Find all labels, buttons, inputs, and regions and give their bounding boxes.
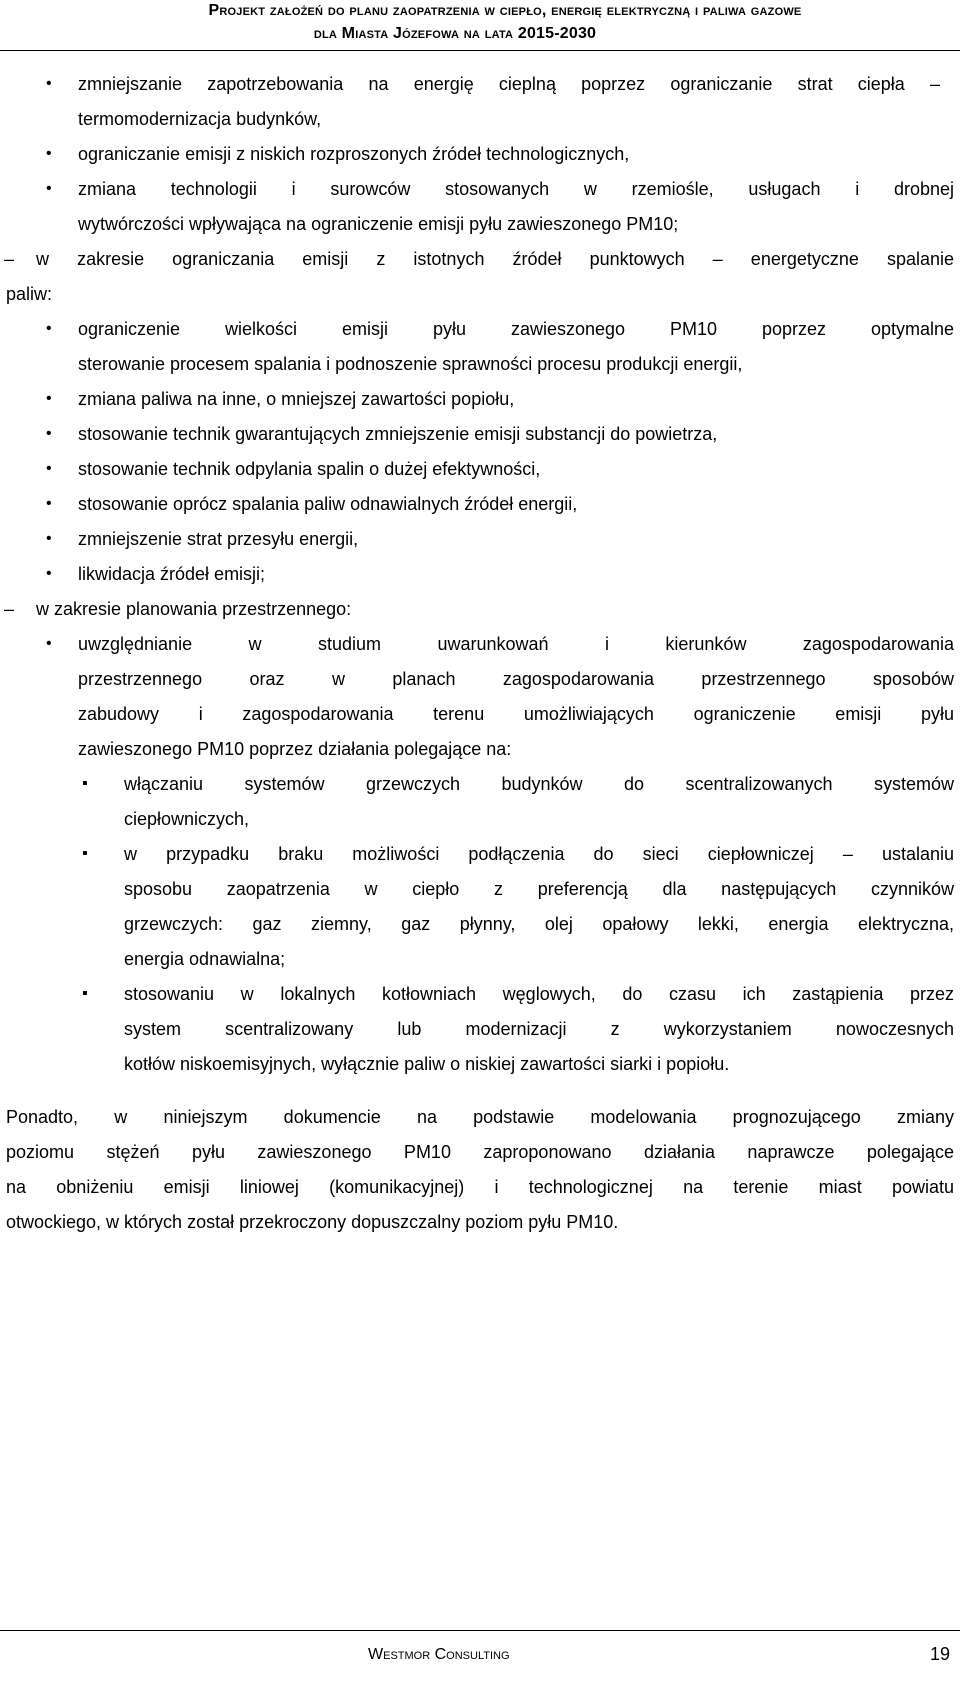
bullet-marker: • <box>46 565 52 582</box>
footer-rule <box>0 1630 960 1631</box>
text-line: stosowanie technik gwarantujących zmniejszenie emisji substancji do powietrza, <box>78 424 718 444</box>
bullet-marker: • <box>46 145 52 162</box>
text-line: stosowaniu w lokalnych kotłowniach węglowych, do czasu ich zastąpienia przez <box>124 984 954 1004</box>
text-line: w przypadku braku możliwości podłączenia do sieci ciepłowniczej – ustalaniu <box>124 844 954 864</box>
text-line: przestrzennego oraz w planach zagospodarowania przestrzennego sposobów <box>78 669 954 689</box>
text-line: ograniczenie wielkości emisji pyłu zawieszonego PM10 poprzez optymalne <box>78 319 954 339</box>
text-line: ciepłowniczych, <box>124 809 250 829</box>
text-line: zmiana paliwa na inne, o mniejszej zawartości popiołu, <box>78 389 515 409</box>
text-line: włączaniu systemów grzewczych budynków do scentralizowanych systemów <box>124 774 954 794</box>
text-line: zabudowy i zagospodarowania terenu umożliwiających ograniczenie emisji pyłu <box>78 704 954 724</box>
square-bullet-marker: ▪ <box>82 845 88 862</box>
text-line: system scentralizowany lub modernizacji z wykorzystaniem nowoczesnych <box>124 1019 954 1039</box>
text-line: zmiana technologii i surowców stosowanych w rzemiośle, usługach i drobnej <box>78 179 954 199</box>
text-line: kotłów niskoemisyjnych, wyłącznie paliw o niskiej zawartości siarki i popiołu. <box>124 1054 730 1074</box>
header-title-line2: dla Miasta Józefowa na lata 2015-2030 <box>313 25 597 42</box>
footer-company: Westmor Consulting <box>368 1646 510 1663</box>
text-line: zawieszonego PM10 poprzez działania polegające na: <box>78 739 512 759</box>
text-line: paliw: <box>6 284 53 304</box>
paragraph-line: poziomu stężeń pyłu zawieszonego PM10 zaproponowano działania naprawcze polegające <box>6 1142 954 1162</box>
square-bullet-marker: ▪ <box>82 985 88 1002</box>
text-line: w zakresie ograniczania emisji z istotnych źródeł punktowych – energetyczne spalanie <box>36 249 954 269</box>
bullet-marker: • <box>46 460 52 477</box>
text-line: w zakresie planowania przestrzennego: <box>36 599 352 619</box>
text-line: zmniejszenie strat przesyłu energii, <box>78 529 359 549</box>
text-line: grzewczych: gaz ziemny, gaz płynny, olej opałowy lekki, energia elektryczna, <box>124 914 954 934</box>
page-number: 19 <box>929 1644 950 1664</box>
text-line: zmniejszanie zapotrzebowania na energię cieplną poprzez ograniczanie strat ciepła – <box>78 74 940 94</box>
paragraph-line: otwockiego, w których został przekroczony dopuszczalny poziom pyłu PM10. <box>6 1212 619 1232</box>
paragraph-line: Ponadto, w niniejszym dokumencie na podstawie modelowania prognozującego zmiany <box>6 1107 954 1127</box>
dash-marker: – <box>4 599 15 619</box>
bullet-marker: • <box>46 495 52 512</box>
header-title-line1: Projekt założeń do planu zaopatrzenia w ciepło, energię elektryczną i paliwa gazowe <box>208 2 802 19</box>
bullet-marker: • <box>46 635 52 652</box>
text-line: ograniczanie emisji z niskich rozproszonych źródeł technologicznych, <box>78 144 630 164</box>
square-bullet-marker: ▪ <box>82 775 88 792</box>
text-line: termomodernizacja budynków, <box>78 109 322 129</box>
text-line: energia odnawialna; <box>124 949 286 969</box>
bullet-marker: • <box>46 530 52 547</box>
bullet-marker: • <box>46 75 52 92</box>
text-line: likwidacja źródeł emisji; <box>78 564 266 584</box>
bullet-marker: • <box>46 390 52 407</box>
text-line: wytwórczości wpływająca na ograniczenie emisji pyłu zawieszonego PM10; <box>78 214 679 234</box>
bullet-marker: • <box>46 180 52 197</box>
text-line: stosowanie oprócz spalania paliw odnawialnych źródeł energii, <box>78 494 578 514</box>
bullet-marker: • <box>46 425 52 442</box>
text-line: sposobu zaopatrzenia w ciepło z preferencją dla następujących czynników <box>124 879 954 899</box>
bullet-marker: • <box>46 320 52 337</box>
header-rule <box>0 50 960 51</box>
text-line: sterowanie procesem spalania i podnoszenie sprawności procesu produkcji energii, <box>78 354 743 374</box>
dash-marker: – <box>4 249 15 269</box>
text-line: stosowanie technik odpylania spalin o dużej efektywności, <box>78 459 541 479</box>
text-line: uwzględnianie w studium uwarunkowań i kierunków zagospodarowania <box>78 634 954 654</box>
paragraph-line: na obniżeniu emisji liniowej (komunikacyjnej) i technologicznej na terenie miast powiatu <box>6 1177 954 1197</box>
